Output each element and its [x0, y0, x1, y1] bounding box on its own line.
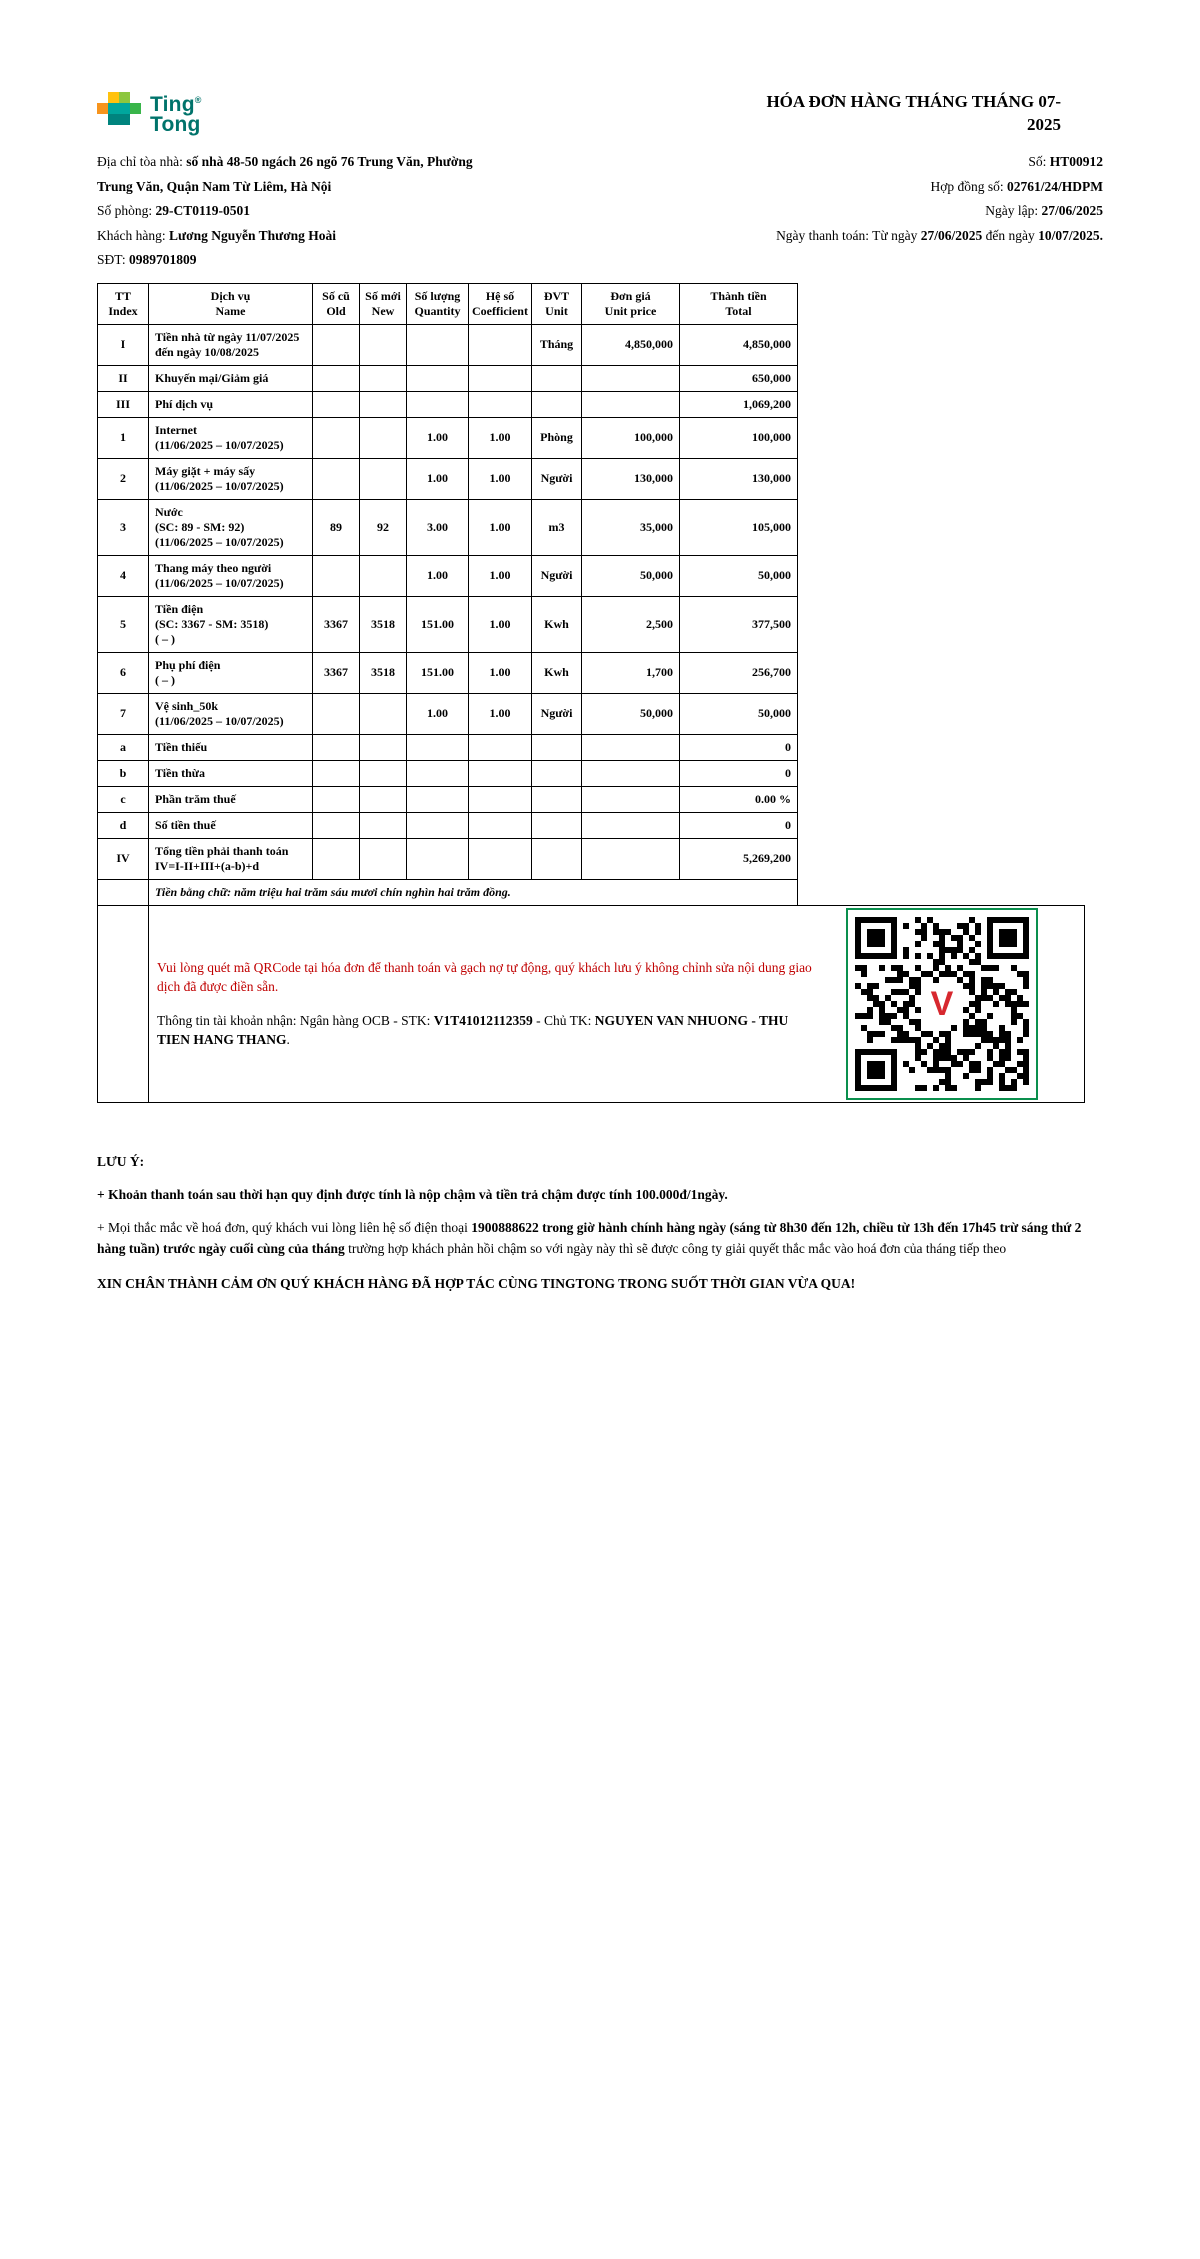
logo-word-tong: Tong [150, 113, 201, 136]
cell-quantity: 3.00 [407, 499, 469, 555]
cell-quantity [407, 812, 469, 838]
cell-coefficient: 1.00 [469, 555, 532, 596]
charge-row [98, 786, 798, 812]
cell-old: 3367 [313, 596, 360, 652]
invoice-title [761, 90, 1061, 136]
cell-unit [532, 391, 582, 417]
hotline-note: + Mọi thắc mắc về hoá đơn, quý khách vui lòng liên hệ số điện thoại 1900888622 trong giờ hành chính hàng ngày (sáng từ 8h30 đến 12h, chiều từ 13h đến 17h45 trừ sáng thứ 2 hàng tuần) trước ngày cuối cùng của tháng trường hợp khách phản hồi chậm so với ngày này thì sẽ được công ty giải quyết thắc mắc vào hoá đơn của tháng tiếp theo [97, 1219, 1082, 1256]
cell-index: a [98, 734, 149, 760]
cell-coefficient [469, 812, 532, 838]
contract-number: Hợp đồng số: 02761/24/HDPM [930, 178, 1103, 194]
column-header: Số cũ Old [313, 283, 360, 324]
charge-row [98, 734, 798, 760]
cell-index: III [98, 391, 149, 417]
cell-old: 3367 [313, 652, 360, 693]
qr-center-logo [921, 983, 963, 1025]
cell-unit-price: 130,000 [582, 458, 680, 499]
amount-in-words-row [98, 879, 798, 905]
building-address-line-2: Trung Văn, Quận Nam Từ Liêm, Hà Nội [97, 178, 332, 194]
cell-name: Internet (11/06/2025 – 10/07/2025) [149, 417, 313, 458]
cell-old [313, 760, 360, 786]
amount-in-words-stub [98, 879, 149, 905]
charge-row [98, 760, 798, 786]
cell-old [313, 458, 360, 499]
cell-name: Khuyến mại/Giảm giá [149, 365, 313, 391]
charge-row [98, 838, 798, 879]
cell-new [360, 786, 407, 812]
cell-old: 89 [313, 499, 360, 555]
cell-total: 1,069,200 [680, 391, 798, 417]
vietqr-v-icon: V [930, 984, 954, 1023]
tingtong-logo-icon [97, 92, 141, 125]
cell-quantity [407, 760, 469, 786]
amount-in-words: Tiền bằng chữ: năm triệu hai trăm sáu mươi chín nghìn hai trăm đồng. [149, 879, 798, 905]
tingtong-logo [97, 90, 202, 135]
cell-old [313, 417, 360, 458]
cell-unit: Phòng [532, 417, 582, 458]
cell-unit [532, 786, 582, 812]
payment-qr-section [97, 905, 1085, 1103]
column-header: Hệ số Coefficient [469, 283, 532, 324]
cell-coefficient: 1.00 [469, 458, 532, 499]
cell-coefficient [469, 760, 532, 786]
cell-index: 6 [98, 652, 149, 693]
cell-new [360, 693, 407, 734]
charge-row [98, 499, 798, 555]
bank-account-info: Thông tin tài khoản nhận: Ngân hàng OCB - STK: V1T41012112359 - Chủ TK: NGUYEN VAN NHUONG - THU TIEN HANG THANG. [157, 1013, 789, 1047]
payment-period: Ngày thanh toán: Từ ngày 27/06/2025 đến ngày 10/07/2025. [776, 227, 1103, 243]
cell-old [313, 324, 360, 365]
cell-new [360, 734, 407, 760]
cell-index: 1 [98, 417, 149, 458]
cell-total: 0.00 % [680, 786, 798, 812]
cell-index: 5 [98, 596, 149, 652]
cell-unit: Kwh [532, 596, 582, 652]
cell-unit: m3 [532, 499, 582, 555]
charge-row [98, 458, 798, 499]
column-header: Đơn giá Unit price [582, 283, 680, 324]
cell-total: 650,000 [680, 365, 798, 391]
charges-table [97, 283, 798, 906]
cell-index: c [98, 786, 149, 812]
cell-new: 3518 [360, 596, 407, 652]
cell-unit-price [582, 838, 680, 879]
cell-quantity: 151.00 [407, 596, 469, 652]
cell-unit-price: 4,850,000 [582, 324, 680, 365]
cell-old [313, 365, 360, 391]
cell-coefficient [469, 324, 532, 365]
cell-total: 0 [680, 760, 798, 786]
cell-coefficient: 1.00 [469, 417, 532, 458]
qr-code [846, 908, 1038, 1100]
cell-new [360, 365, 407, 391]
cell-name: Tiền thiếu [149, 734, 313, 760]
column-header: Thành tiền Total [680, 283, 798, 324]
cell-quantity: 1.00 [407, 555, 469, 596]
cell-unit-price: 50,000 [582, 693, 680, 734]
charge-row [98, 652, 798, 693]
cell-unit: Tháng [532, 324, 582, 365]
cell-unit-price: 35,000 [582, 499, 680, 555]
cell-unit [532, 365, 582, 391]
cell-quantity: 1.00 [407, 693, 469, 734]
issue-date: Ngày lập: 27/06/2025 [985, 203, 1103, 218]
cell-coefficient [469, 786, 532, 812]
cell-old [313, 693, 360, 734]
charge-row [98, 324, 798, 365]
cell-total: 256,700 [680, 652, 798, 693]
header [97, 90, 1103, 136]
logo-word-ting: Ting [150, 93, 195, 116]
cell-unit [532, 812, 582, 838]
column-header: TT Index [98, 283, 149, 324]
cell-unit-price [582, 760, 680, 786]
cell-coefficient [469, 391, 532, 417]
invoice-title-line-2: 2025 [1027, 115, 1061, 134]
registered-mark: ® [194, 95, 202, 105]
footer-notes [97, 1151, 1103, 1294]
cell-name: Phần trăm thuế [149, 786, 313, 812]
charge-row [98, 812, 798, 838]
invoice-info [97, 150, 1103, 273]
cell-index: IV [98, 838, 149, 879]
cell-quantity [407, 734, 469, 760]
qr-payment-notice: Vui lòng quét mã QRCode tại hóa đơn để thanh toán và gạch nợ tự động, quý khách lưu ý không chỉnh sửa nội dung giao dịch đã được điền sẵn. [157, 960, 812, 994]
cell-index: 4 [98, 555, 149, 596]
cell-index: II [98, 365, 149, 391]
charges-table-body [98, 324, 798, 879]
cell-total: 4,850,000 [680, 324, 798, 365]
cell-name: Máy giặt + máy sấy (11/06/2025 – 10/07/2025) [149, 458, 313, 499]
cell-new [360, 324, 407, 365]
cell-new [360, 417, 407, 458]
late-payment-note: + Khoản thanh toán sau thời hạn quy định được tính là nộp chậm và tiền trả chậm được tính 100.000đ/1ngày. [97, 1186, 728, 1202]
customer-name: Khách hàng: Lương Nguyễn Thương Hoài [97, 227, 337, 243]
logo-wordmark [150, 90, 202, 135]
building-address-line-1: Địa chỉ tòa nhà: số nhà 48-50 ngách 26 ngõ 76 Trung Văn, Phường [97, 154, 473, 169]
cell-index: 7 [98, 693, 149, 734]
cell-total: 130,000 [680, 458, 798, 499]
cell-name: Tiền thừa [149, 760, 313, 786]
cell-unit [532, 734, 582, 760]
building-info [97, 150, 473, 273]
cell-coefficient: 1.00 [469, 693, 532, 734]
cell-name: Phụ phí điện ( – ) [149, 652, 313, 693]
cell-total: 0 [680, 734, 798, 760]
cell-old [313, 555, 360, 596]
column-header: Số mới New [360, 283, 407, 324]
cell-index: b [98, 760, 149, 786]
cell-total: 50,000 [680, 555, 798, 596]
room-number: Số phòng: 29-CT0119-0501 [97, 203, 251, 218]
invoice-number: Số: HT00912 [1028, 154, 1103, 169]
cell-old [313, 838, 360, 879]
cell-unit-price [582, 786, 680, 812]
cell-old [313, 734, 360, 760]
payment-instructions [149, 906, 846, 1102]
cell-coefficient [469, 838, 532, 879]
cell-unit-price [582, 812, 680, 838]
cell-coefficient [469, 734, 532, 760]
cell-coefficient: 1.00 [469, 596, 532, 652]
charges-table-head-row [98, 283, 798, 324]
cell-quantity: 1.00 [407, 417, 469, 458]
cell-unit-price: 50,000 [582, 555, 680, 596]
customer-phone: SĐT: 0989701809 [97, 252, 197, 267]
cell-name: Thang máy theo người (11/06/2025 – 10/07/2025) [149, 555, 313, 596]
column-header: Dịch vụ Name [149, 283, 313, 324]
cell-quantity [407, 786, 469, 812]
cell-total: 100,000 [680, 417, 798, 458]
cell-name: Tổng tiền phải thanh toán IV=I-II+III+(a-b)+d [149, 838, 313, 879]
cell-unit-price [582, 734, 680, 760]
cell-unit: Người [532, 693, 582, 734]
cell-unit-price [582, 365, 680, 391]
cell-total: 0 [680, 812, 798, 838]
qr-code-area [846, 906, 1084, 1102]
cell-new [360, 760, 407, 786]
cell-index: 2 [98, 458, 149, 499]
cell-old [313, 786, 360, 812]
cell-total: 50,000 [680, 693, 798, 734]
notes-title: LƯU Ý: [97, 1153, 145, 1169]
charge-row [98, 365, 798, 391]
cell-total: 105,000 [680, 499, 798, 555]
cell-old [313, 812, 360, 838]
column-header: Số lượng Quantity [407, 283, 469, 324]
cell-coefficient: 1.00 [469, 499, 532, 555]
cell-new [360, 555, 407, 596]
cell-unit-price: 2,500 [582, 596, 680, 652]
cell-quantity: 151.00 [407, 652, 469, 693]
cell-coefficient [469, 365, 532, 391]
cell-total: 377,500 [680, 596, 798, 652]
cell-new [360, 391, 407, 417]
cell-quantity [407, 365, 469, 391]
invoice-meta [776, 150, 1103, 273]
cell-name: Tiền nhà từ ngày 11/07/2025 đến ngày 10/08/2025 [149, 324, 313, 365]
cell-unit [532, 838, 582, 879]
cell-unit [532, 760, 582, 786]
charge-row [98, 391, 798, 417]
cell-unit-price: 100,000 [582, 417, 680, 458]
column-header: ĐVT Unit [532, 283, 582, 324]
qr-section-left-stub [98, 906, 149, 1102]
cell-new [360, 838, 407, 879]
cell-quantity: 1.00 [407, 458, 469, 499]
cell-old [313, 391, 360, 417]
cell-new: 3518 [360, 652, 407, 693]
invoice-title-line-1: HÓA ĐƠN HÀNG THÁNG THÁNG 07- [766, 92, 1061, 111]
cell-new [360, 458, 407, 499]
charge-row [98, 555, 798, 596]
cell-unit: Người [532, 555, 582, 596]
cell-name: Số tiền thuế [149, 812, 313, 838]
cell-name: Vệ sinh_50k (11/06/2025 – 10/07/2025) [149, 693, 313, 734]
cell-new [360, 812, 407, 838]
charge-row [98, 693, 798, 734]
cell-total: 5,269,200 [680, 838, 798, 879]
cell-name: Nước (SC: 89 - SM: 92) (11/06/2025 – 10/07/2025) [149, 499, 313, 555]
charge-row [98, 596, 798, 652]
cell-index: 3 [98, 499, 149, 555]
cell-name: Phí dịch vụ [149, 391, 313, 417]
thank-you-note: XIN CHÂN THÀNH CẢM ƠN QUÝ KHÁCH HÀNG ĐÃ HỢP TÁC CÙNG TINGTONG TRONG SUỐT THỜI GIAN VỪA QUA! [97, 1275, 856, 1291]
cell-unit: Kwh [532, 652, 582, 693]
cell-unit-price: 1,700 [582, 652, 680, 693]
charge-row [98, 417, 798, 458]
cell-name: Tiền điện (SC: 3367 - SM: 3518) ( – ) [149, 596, 313, 652]
cell-index: I [98, 324, 149, 365]
cell-new: 92 [360, 499, 407, 555]
cell-quantity [407, 324, 469, 365]
cell-unit: Người [532, 458, 582, 499]
cell-unit-price [582, 391, 680, 417]
cell-coefficient: 1.00 [469, 652, 532, 693]
cell-index: d [98, 812, 149, 838]
cell-quantity [407, 391, 469, 417]
cell-quantity [407, 838, 469, 879]
